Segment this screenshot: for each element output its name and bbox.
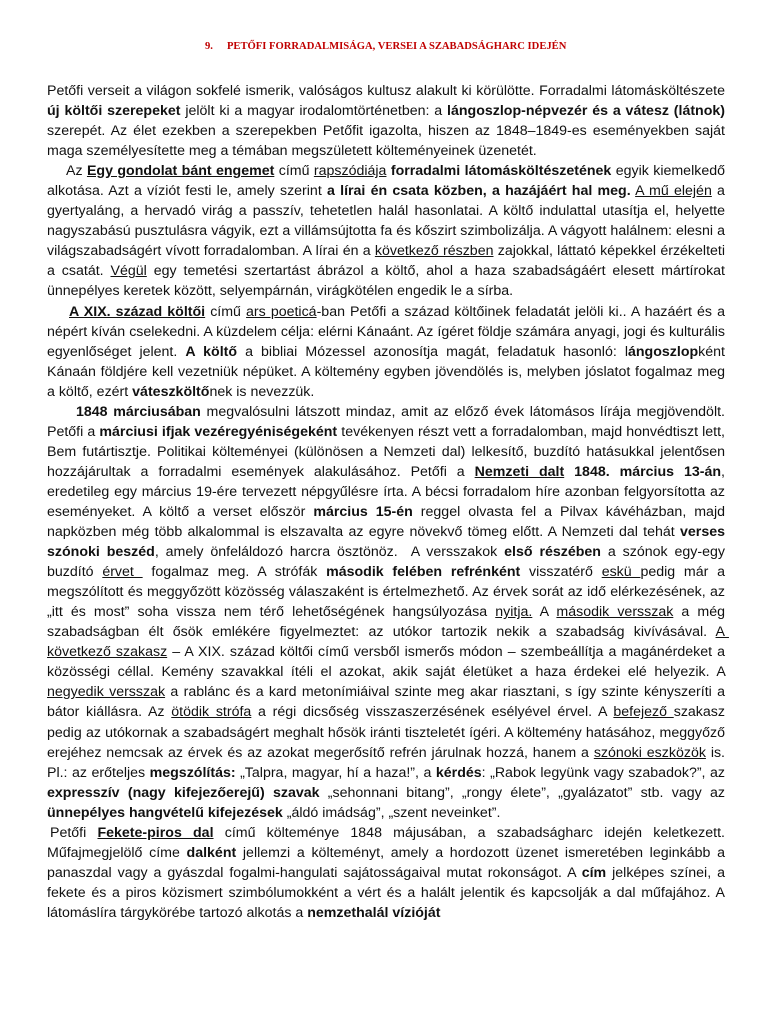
text-run: „áldó imádság”, „szent neveinket”. — [282, 804, 501, 821]
text-run: visszatérő — [520, 564, 602, 581]
text-run: című költeménye 1848 májusában, a szabadságharc idején keletkezett. Műfajmegjelölő címe — [47, 824, 729, 861]
emphasized-text: első részében — [504, 544, 601, 561]
emphasized-text: Nemzeti dalt — [474, 463, 565, 480]
text-run: : „Rabok legyünk vagy szabadok?”, az — [481, 764, 729, 781]
emphasized-text: március 15-én — [313, 503, 413, 520]
text-run: Az — [66, 163, 87, 180]
text-run: a bibliai Mózessel azonosítja magát, feladatuk hasonló: l — [237, 343, 628, 360]
text-run: reggel olvasta fel a Pilvax kávéházban, majd napközben még több alkalommal is elszavalta az egyre növekvő tömeg előtt. A Nemzeti dal tehát — [47, 503, 729, 541]
emphasized-text: lángoszlop-népvezér és a vátesz (látnok) — [447, 103, 726, 120]
section-number: 9. — [205, 41, 213, 52]
emphasized-text: A mű elején — [635, 183, 712, 200]
text-run: nek is nevezzük. — [209, 383, 315, 400]
emphasized-text: negyedik versszak — [47, 684, 166, 701]
emphasized-text: verses szónoki beszéd — [47, 524, 729, 561]
text-run: , amely önfeláldozó harcra ösztönöz. A versszakok — [154, 544, 505, 561]
emphasized-text: ars poeticá — [246, 303, 317, 320]
emphasized-text: eskü — [601, 564, 641, 581]
emphasized-text: A következő szakasz — [47, 624, 729, 661]
emphasized-text: új költői szerepeket — [47, 103, 181, 120]
text-run: Petőfi verseit a világon sokfelé ismerik, valóságos kultusz alakult ki körülötte. Forradalmi látomásköltészete — [47, 83, 729, 99]
emphasized-text: 1848 márciusában — [76, 403, 201, 420]
emphasized-text: ángoszlop — [628, 343, 699, 360]
emphasized-text: A XIX. század költői — [69, 303, 206, 320]
text-run: „Talpra, magyar, hí a haza!”, a — [235, 764, 436, 781]
paragraph-marcius — [47, 402, 729, 823]
text-run: tevékenyen részt vett a forradalomban, majd honvédtiszt lett, Bem futártisztje. Politikai költeményei (különösen a Nemzeti dal) lelkesítő, buzdító hatásukkal jelentősen hozzájárultak a forradalmi események alakulásához. Petőfi a — [47, 423, 729, 480]
paragraph-intro — [47, 81, 729, 161]
text-run: zajokkal, láttató képekkel érzékelteti a csatát. — [47, 243, 729, 280]
emphasized-text: kérdés — [435, 764, 482, 781]
text-run: a még szabadságban élt ősök emlékére figyelmeztet: az utókor tartozik nekik a szabadság kivívásával. — [47, 604, 729, 641]
text-run: , eredetileg egy március 19-ére tervezett népgyűlésre írta. A bécsi forradalom híre azonban felgyorsította az eseményeket. A költő a verset először — [47, 463, 729, 520]
emphasized-text: érvet — [102, 564, 143, 581]
text-run: jelképes színei, a fekete és a piros közismert szimbólumokként a vért és a halált jelentik és kapcsolják a dal műfajához. A látomáslíra tárgykörébe tartozó alkotás a — [47, 864, 729, 921]
emphasized-text: ötödik strófa — [171, 704, 252, 721]
text-run: „sehonnani bitang”, „rongy élete”, „gyalázatot” stb. vagy az — [319, 784, 729, 801]
emphasized-text: ünnepélyes hangvételű kifejezések — [47, 804, 283, 821]
text-run: jellemzi a költeményt, amely a hordozott üzenet ismeretében leginkább a panaszdal vagy a gyászdal fogalmi-hangulati sajátosságaival mutat rokonságot. A — [47, 844, 729, 881]
text-run: a régi dicsőség visszaszerzésének esélyével érvel. A — [251, 704, 614, 721]
emphasized-text: forradalmi látomásköltészetének — [390, 163, 612, 180]
emphasized-text: szónoki eszközök — [593, 744, 706, 761]
text-run: – A XIX. század költői című versből ismerős módon – szembeállítja a magánérdeket a közösségi céllal. Kemény szavakkal ítéli el azokat, akik saját életüket a haza érdekei elé helyezik. A — [47, 644, 729, 681]
emphasized-text: nemzethalál vízióját — [307, 904, 441, 921]
emphasized-text: Fekete-piros dal — [97, 824, 214, 841]
emphasized-text: A költő — [185, 343, 238, 360]
emphasized-text: második felében refrénként — [326, 564, 521, 581]
text-run — [564, 464, 574, 480]
text-run: szerepét. Az élet ezekben a szerepekben Petőfit igazolta, hiszen az 1848–1849-es eseményekben saját maga személyesítette meg a témában megszületett költeményeinek üzenetét. — [47, 103, 729, 160]
text-run: című — [274, 163, 314, 180]
emphasized-text: Egy gondolat bánt engemet — [86, 163, 275, 180]
text-run: ként Kánaán földjére kell vezetniük népüket. A költemény egyben jövendölés is, melyben jóslatot fogalmaz meg a költő, ezért — [47, 343, 729, 400]
emphasized-text: a lírai én csata közben, a hazájáért hal meg. — [327, 183, 631, 200]
emphasized-text: Végül — [110, 263, 147, 280]
emphasized-text: második versszak — [556, 604, 674, 621]
text-run: A — [532, 604, 557, 621]
emphasized-text: márciusi ifjak vezéregyéniségeként — [99, 423, 338, 440]
text-run: Petőfi — [50, 824, 98, 841]
emphasized-text: megszólítás: — [149, 764, 236, 781]
text-run: a rablánc és a kard metonímiáival szinte meg akar riasztani, s így szinte kényszeríti a bátor kiállásra. Az — [47, 684, 729, 721]
paragraph-xix-szazad — [47, 302, 729, 402]
text-run: megvalósulni látszott mindaz, amit az előző évek látomásos lírája megjövendölt. Petőfi a — [47, 403, 729, 440]
text-run: is. Pl.: az erőteljes — [47, 744, 729, 781]
text-run: -ban Petőfi a század költőinek feladatát jelöli ki.. A hazáért és a népért kíván cselekedni. A küzdelem célja: elérni Kánaánt. Az ígéret földje számára anyagi, jogi és kulturális egyenlőséget jelent. — [47, 303, 729, 360]
paragraph-fekete-piros — [47, 823, 729, 923]
paragraph-egy-gondolat — [47, 161, 729, 301]
emphasized-text: befejező — [613, 704, 674, 721]
text-run: a szónok egy-egy buzdító — [47, 544, 729, 581]
emphasized-text: cím — [581, 864, 607, 881]
emphasized-text: expresszív (nagy kifejezőerejű) szavak — [47, 784, 320, 801]
emphasized-text: következő részben — [374, 243, 494, 260]
text-run: a gyertyaláng, a hervadó virág a passzív, tehetetlen halál hasonlatai. A költő indulattal utasítja el, helyette nagyszabású pusztulásra vágyik, ezt a villámsújtotta fa és kőszirt szimbolizálja. A vágyott halálnem: elesni a világszabadságért vívott forradalomban. A lírai én a — [47, 183, 729, 260]
text-run: jelölt ki a magyar irodalomtörténetben: a — [180, 103, 448, 120]
text-run: fogalmaz meg. A strófák — [142, 564, 327, 581]
emphasized-text: váteszköltő — [132, 383, 210, 400]
emphasized-text: nyitja. — [495, 604, 533, 621]
emphasized-text: 1848. március 13-án — [574, 463, 722, 480]
section-title: PETŐFI FORRADALMISÁGA, VERSEI A SZABADSÁGHARC IDEJÉN — [226, 41, 567, 52]
text-run: szakasz pedig az utókornak a szabadságért meghalt hősök iránti tiszteletét ígéri. A költemény hatásához, meggyőző erejéhez nemcsak az érvek és az azokat megerősítő refrén járulnak hozzá, hanem a — [47, 704, 729, 761]
text-run: pedig már a megszólított és meggyőzött közösség válaszaként is értelmezhető. Az érvek sorát az idő elérkezésének, az „itt és most” soha vissza nem térő lehetőségének hangsúlyozása — [47, 564, 729, 621]
emphasized-text: dalként — [186, 844, 237, 861]
text-run: című — [205, 303, 247, 320]
text-run: egy temetési szertartást ábrázol a költő, ahol a haza szabadságáért elesett mártírokat ünnepélyes keretek között, selyempárnán, virágkötélen engedik le a sírba. — [47, 263, 729, 300]
section-heading — [47, 40, 725, 54]
text-run: egyik kiemelkedő alkotása. Azt a víziót festi le, amely szerint — [47, 163, 729, 200]
emphasized-text: rapszódiája — [313, 163, 387, 180]
